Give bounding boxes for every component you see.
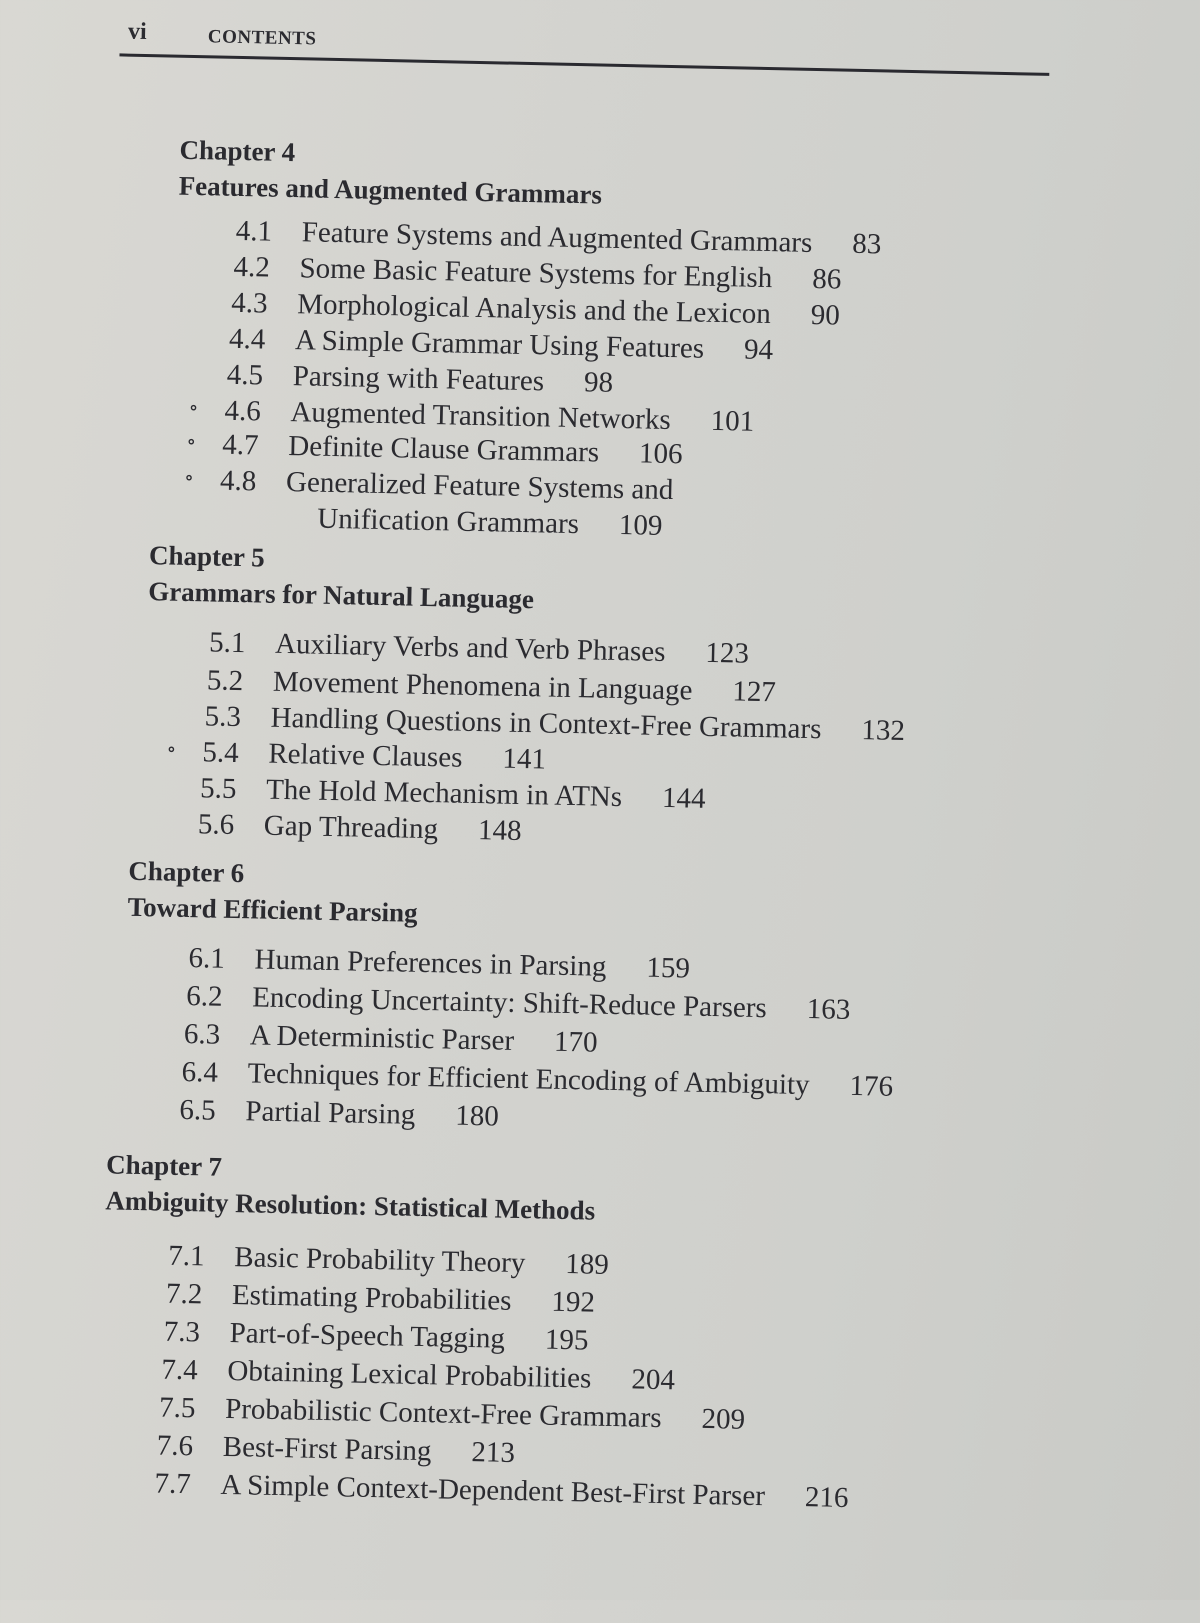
section-page: 209 — [701, 1402, 746, 1436]
section-title: Estimating Probabilities — [231, 1279, 512, 1317]
section-number: 5.6 — [197, 808, 235, 841]
section-title: The Hold Mechanism in ATNs — [265, 773, 623, 814]
section-title: Human Preferences in Parsing — [254, 943, 607, 983]
section-page: 94 — [743, 333, 774, 367]
running-title: CONTENTS — [207, 26, 317, 50]
section-number: 4.1 — [235, 214, 273, 248]
section-number: 7.1 — [168, 1239, 205, 1273]
section-page: 170 — [553, 1025, 598, 1059]
toc-entry — [166, 1276, 596, 1321]
section-title: Techniques for Efficient Encoding of Ambiguity — [247, 1057, 810, 1102]
section-title: A Simple Context-Dependent Best-First Parser — [220, 1468, 766, 1513]
section-page: 101 — [710, 404, 755, 438]
section-page: 192 — [551, 1285, 596, 1319]
section-number: 4.7 — [222, 428, 259, 462]
section-title: Morphological Analysis and the Lexicon — [296, 288, 772, 331]
chapter-heading — [148, 537, 535, 617]
section-title: A Simple Grammar Using Features — [294, 324, 705, 365]
section-title: Movement Phenomena in Language — [272, 665, 693, 707]
section-title: Basic Probability Theory — [233, 1241, 526, 1280]
chapter-title: Grammars for Natural Language — [147, 576, 535, 615]
chapter-title: Ambiguity Resolution: Statistical Methods — [105, 1185, 596, 1226]
section-page: 144 — [661, 781, 706, 815]
section-number: 7.4 — [161, 1353, 199, 1387]
chapter-label: Chapter 4 — [179, 134, 296, 168]
section-title: Encoding Uncertainty: Shift-Reduce Parsers — [251, 981, 768, 1025]
section-page: 132 — [861, 714, 906, 748]
section-title: Augmented Transition Networks — [290, 396, 672, 437]
section-page: 98 — [583, 366, 614, 399]
section-page: 189 — [564, 1248, 610, 1281]
toc-entry — [163, 1314, 588, 1359]
chapter-title: Toward Efficient Parsing — [127, 891, 418, 928]
section-number: 5.1 — [208, 626, 246, 660]
optional-section-bullet-icon: ∘ — [183, 466, 195, 490]
section-title: Auxiliary Verbs and Verb Phrases — [274, 627, 666, 668]
chapter-heading — [105, 1146, 596, 1228]
section-number: 4.4 — [228, 322, 266, 356]
toc-entry — [179, 1092, 499, 1135]
section-title: Parsing with Features — [292, 360, 545, 398]
page-number: vi — [127, 18, 147, 45]
chapter-heading — [178, 132, 603, 213]
section-number: 7.3 — [163, 1315, 201, 1349]
section-page: 148 — [477, 814, 522, 848]
section-page: 176 — [849, 1069, 894, 1103]
section-page: 163 — [806, 993, 851, 1026]
toc-entry — [156, 1428, 515, 1471]
section-title: Generalized Feature Systems and — [285, 465, 674, 507]
toc-entry — [198, 806, 522, 849]
section-title: Handling Questions in Context-Free Grammars — [270, 701, 822, 746]
section-number: 6.4 — [181, 1055, 219, 1089]
section-page: 216 — [804, 1481, 849, 1514]
section-title: Feature Systems and Augmented Grammars — [301, 216, 813, 259]
section-page: 159 — [646, 951, 691, 985]
section-number: 7.5 — [158, 1391, 196, 1425]
section-page: 141 — [502, 742, 547, 776]
section-page: 213 — [471, 1436, 516, 1469]
section-number: 4.8 — [219, 464, 257, 498]
section-page: 127 — [732, 675, 777, 709]
section-number: 7.7 — [154, 1467, 192, 1501]
section-number: 5.4 — [202, 736, 239, 770]
chapter-label: Chapter 5 — [148, 540, 266, 573]
optional-section-bullet-icon: ∘ — [188, 396, 199, 420]
chapter-label: Chapter 7 — [105, 1149, 223, 1182]
section-page: 106 — [638, 437, 683, 471]
page-header — [127, 19, 1068, 79]
section-number: 5.2 — [206, 664, 244, 698]
section-page: 86 — [811, 262, 842, 296]
section-number: 4.3 — [230, 286, 268, 320]
section-page: 195 — [544, 1323, 589, 1357]
section-number: 6.2 — [185, 980, 223, 1013]
section-title: Part-of-Speech Tagging — [229, 1317, 506, 1355]
toc-entry — [184, 1016, 598, 1061]
chapter-title: Features and Augmented Grammars — [178, 170, 603, 210]
section-number: 6.5 — [179, 1093, 216, 1127]
section-number: 6.1 — [188, 942, 226, 975]
section-title: Probabilistic Context-Free Grammars — [224, 1392, 662, 1435]
section-number: 7.2 — [165, 1277, 203, 1311]
section-number: 5.5 — [199, 772, 237, 806]
section-number: 7.6 — [156, 1429, 194, 1463]
chapter-heading — [127, 853, 418, 931]
section-page: 90 — [810, 298, 841, 332]
section-title-continued: Unification Grammars — [316, 502, 580, 541]
section-page: 123 — [705, 636, 750, 670]
section-number: 4.5 — [226, 358, 264, 392]
section-page: 204 — [631, 1363, 676, 1397]
toc-entry — [154, 1465, 849, 1516]
section-title: Some Basic Feature Systems for English — [299, 252, 773, 295]
chapter-label: Chapter 6 — [128, 855, 245, 889]
section-number: 6.3 — [183, 1017, 221, 1051]
section-title: Obtaining Lexical Probabilities — [227, 1354, 592, 1395]
section-title: Best-First Parsing — [222, 1430, 432, 1468]
section-title: A Deterministic Parser — [249, 1019, 515, 1057]
optional-section-bullet-icon: ∘ — [186, 430, 197, 454]
section-title: Partial Parsing — [245, 1095, 416, 1131]
section-page: 180 — [454, 1099, 500, 1133]
optional-section-bullet-icon: ∘ — [166, 738, 177, 761]
section-number: 4.2 — [233, 250, 271, 284]
section-title: Relative Clauses — [268, 737, 463, 774]
section-page: 109 — [618, 508, 663, 542]
section-title: Gap Threading — [263, 809, 439, 846]
section-number: 4.6 — [224, 394, 262, 428]
section-title: Definite Clause Grammars — [287, 430, 600, 469]
section-number: 5.3 — [204, 700, 242, 734]
section-page: 83 — [851, 227, 882, 261]
